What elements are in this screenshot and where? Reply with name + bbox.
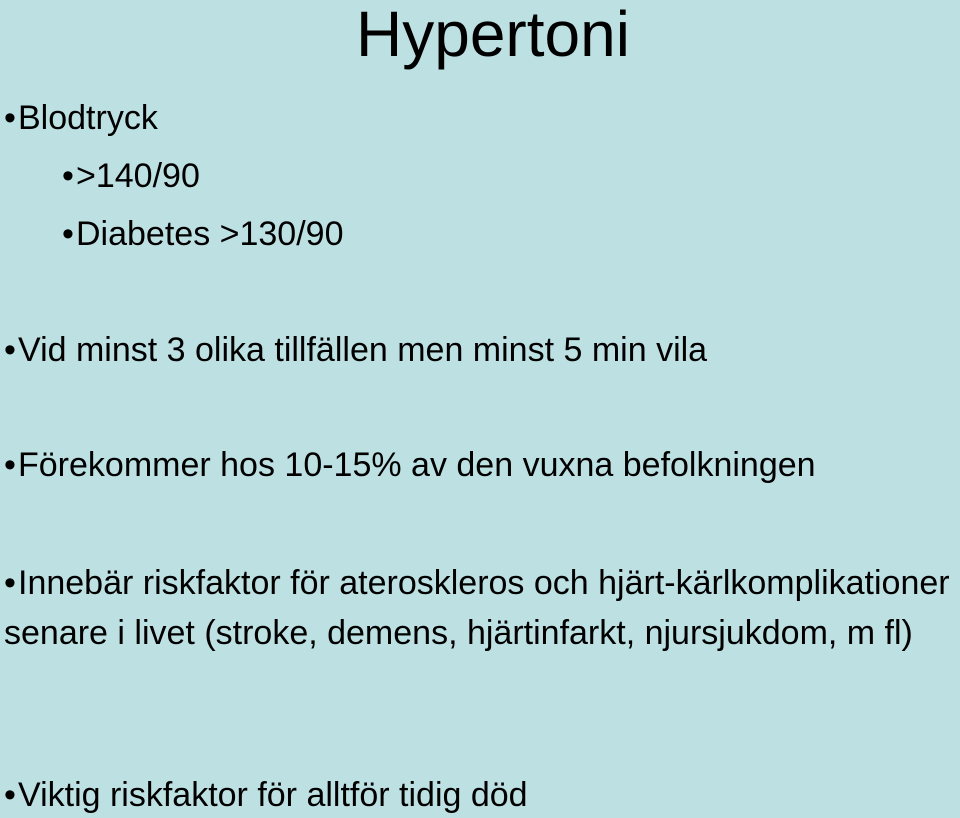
sub-bullet-threshold [62, 153, 200, 199]
bullet-dot: • [62, 157, 74, 195]
bullet-dot: • [4, 99, 16, 137]
bullet-dot: • [62, 215, 74, 253]
slide-title: Hypertoni [356, 0, 630, 70]
bullet-early-death [4, 772, 528, 818]
bullet-risk-factor [4, 558, 954, 658]
bullet-dot: • [4, 776, 16, 814]
bullet-text: Viktig riskfaktor för alltför tidig död [18, 776, 528, 814]
bullet-measurement [4, 327, 707, 373]
bullet-prevalence [4, 442, 816, 488]
bullet-text: Vid minst 3 olika tillfällen men minst 5 min vila [18, 331, 708, 369]
bullet-dot: • [4, 564, 16, 602]
bullet-dot: • [4, 331, 16, 369]
bullet-text: Innebär riskfaktor för ateroskleros och hjärt-kärlkomplikationer senare i livet (stroke, demens, hjärtinfarkt, njursjukdom, m fl) [4, 564, 950, 652]
bullet-text: Förekommer hos 10-15% av den vuxna befolkningen [18, 446, 816, 484]
bullet-text: >140/90 [76, 157, 200, 195]
bullet-text: Blodtryck [18, 99, 158, 137]
sub-bullet-diabetes [62, 211, 343, 257]
bullet-text: Diabetes >130/90 [76, 215, 344, 253]
bullet-blodtryck [4, 95, 158, 141]
bullet-dot: • [4, 446, 16, 484]
